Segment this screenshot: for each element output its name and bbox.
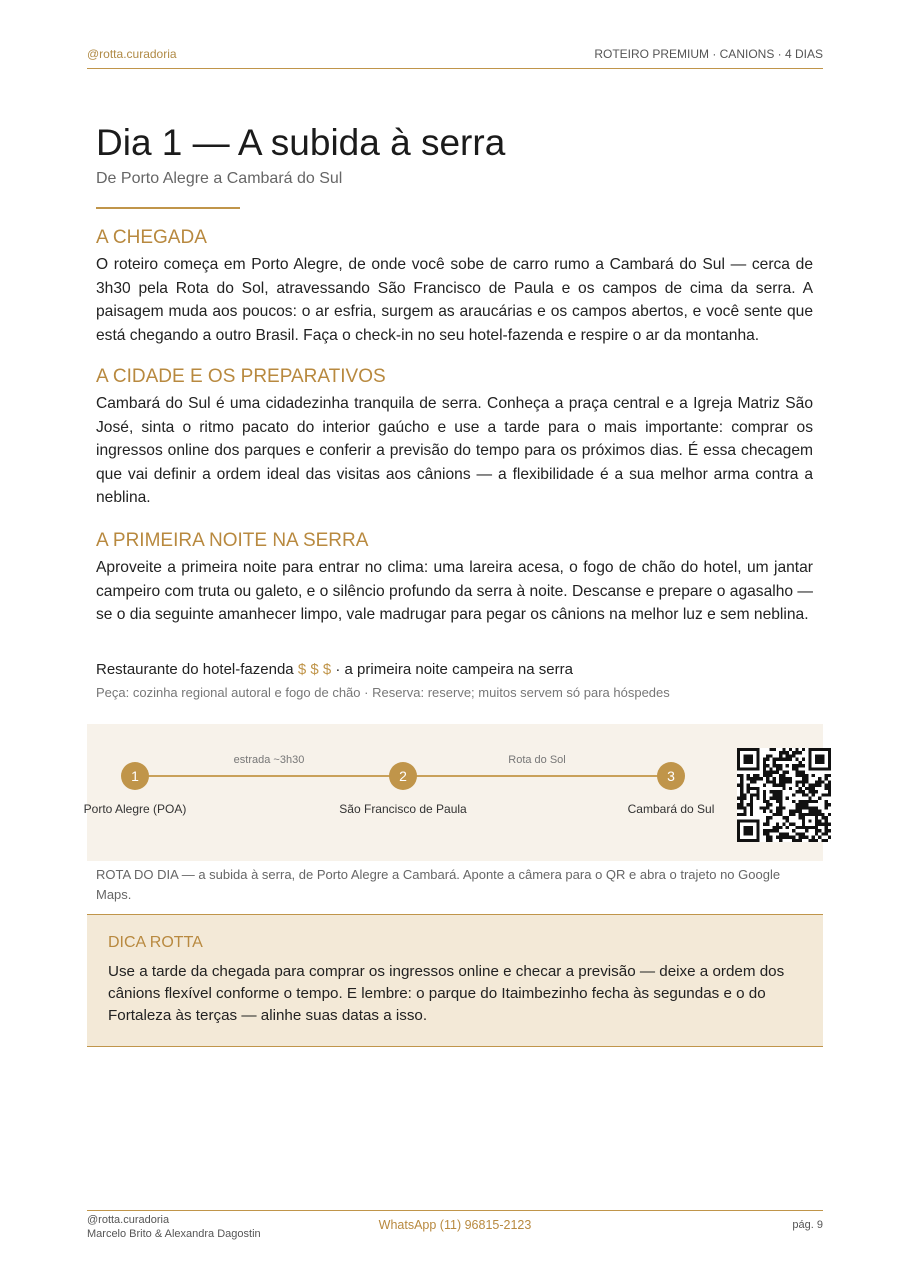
route-stop-marker-1: 1 bbox=[121, 762, 149, 790]
footer-whatsapp-link[interactable]: WhatsApp (11) 96815-2123 bbox=[378, 1218, 532, 1232]
tip-body: Use a tarde da chegada para comprar os ingressos online e checar a previsão — deixe a ordem dos cânions flexível conforme o tempo. E lembre: o parque do Itaimbezinho fecha às segundas e o do Fortaleza às terças — alinhe suas datas a isso. bbox=[108, 963, 785, 1024]
footer-credits bbox=[87, 1213, 261, 1241]
route-caption: ROTA DO DIA — a subida à serra, de Porto Alegre a Cambará. Aponte a câmera para o QR e abra o trajeto no Google Maps. bbox=[96, 867, 781, 902]
page-footer bbox=[87, 1210, 823, 1241]
route-stop-name-3: Cambará do Sul bbox=[627, 802, 715, 816]
footer-handle: @rotta.curadoria bbox=[87, 1214, 170, 1226]
page-header bbox=[87, 46, 823, 69]
section-heading-arrival: A CHEGADA bbox=[96, 227, 207, 248]
page-subtitle: De Porto Alegre a Cambará do Sul bbox=[96, 170, 343, 187]
route-stop-name-1: Porto Alegre (POA) bbox=[83, 802, 187, 816]
route-stop-name-2: São Francisco de Paula bbox=[339, 802, 467, 816]
restaurant-price: $ $ $ bbox=[297, 661, 332, 678]
route-segment-label-1: estrada ~3h30 bbox=[233, 754, 305, 766]
title-divider bbox=[96, 207, 240, 209]
section-body-first-night: Aproveite a primeira noite para entrar no clima: uma lareira acesa, o fogo de chão do hotel, um jantar campeiro com truta ou galeto, e o silêncio profundo da serra à noite. Descanse e prepare o agasalho — se o dia seguinte amanhecer limpo, vale madrugar para pegar os cânions na melhor luz e sem neblina. bbox=[96, 559, 813, 623]
tip-box bbox=[87, 914, 823, 1047]
tip-heading: DICA ROTTA bbox=[108, 934, 203, 951]
page-title: Dia 1 — A subida à serra bbox=[96, 122, 506, 163]
restaurant-note: Peça: cozinha regional autoral e fogo de chão · Reserva: reserve; muitos servem só para hóspedes bbox=[96, 685, 670, 700]
section-heading-city: A CIDADE E OS PREPARATIVOS bbox=[96, 366, 386, 387]
section-body-city: Cambará do Sul é uma cidadezinha tranquila de serra. Conheça a praça central e a Igreja Matriz São José, sinta o ritmo pacato do interior gaúcho e use a tarde para o mais importante: comprar os ingressos online dos parques e conferir a previsão do tempo para os próximos dias. É essa checagem que vai definir a ordem ideal das visitas aos cânions — a flexibilidade é a sua melhor arma contra a neblina. bbox=[96, 395, 813, 506]
restaurant-description: · a primeira noite campeira na serra bbox=[335, 661, 573, 678]
qr-code-icon[interactable] bbox=[737, 748, 831, 842]
header-guide-title: ROTEIRO PREMIUM · CANIONS · 4 DIAS bbox=[594, 47, 823, 61]
section-heading-first-night: A PRIMEIRA NOITE NA SERRA bbox=[96, 530, 369, 551]
restaurant-line bbox=[96, 661, 573, 678]
section-body-arrival: O roteiro começa em Porto Alegre, de onde você sobe de carro rumo a Cambará do Sul — cerca de 3h30 pela Rota do Sol, atravessando São Francisco de Paula e os campos de cima da serra. A paisagem muda aos poucos: o ar esfria, surgem as araucárias e os campos abertos, e você sente que está chegando a outro Brasil. Faça o check-in no seu hotel-fazenda e respire o ar da montanha. bbox=[96, 256, 813, 344]
route-stop-marker-3: 3 bbox=[657, 762, 685, 790]
restaurant-name: Restaurante do hotel-fazenda bbox=[96, 661, 294, 678]
route-segment-label-2: Rota do Sol bbox=[508, 754, 566, 766]
route-stop-marker-2: 2 bbox=[389, 762, 417, 790]
route-diagram bbox=[83, 724, 823, 861]
footer-authors: Marcelo Brito & Alexandra Dagostin bbox=[87, 1228, 261, 1240]
header-handle: @rotta.curadoria bbox=[87, 47, 177, 61]
page-number: pág. 9 bbox=[792, 1219, 823, 1231]
